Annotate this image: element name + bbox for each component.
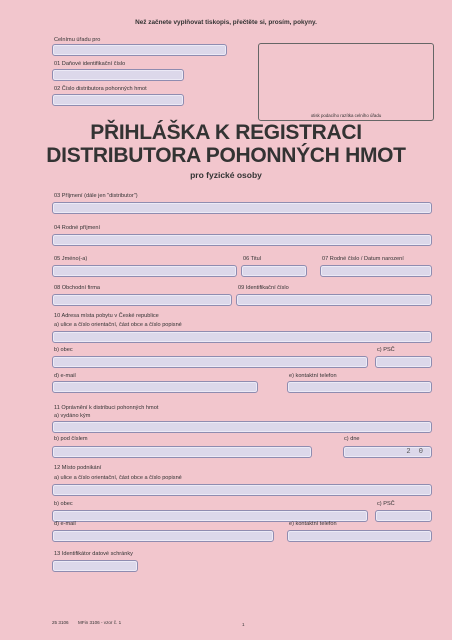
business-phone-field[interactable] xyxy=(287,530,432,542)
residence-city-label: b) obec xyxy=(54,347,73,353)
residence-city-field[interactable] xyxy=(52,356,368,368)
data-box-label: 13 Identifikátor datové schránky xyxy=(54,551,133,557)
business-street-field[interactable] xyxy=(52,484,432,496)
business-city-label: b) obec xyxy=(54,501,73,507)
first-name-label: 05 Jméno(-a) xyxy=(54,256,88,262)
birth-number-field[interactable] xyxy=(320,265,432,277)
issue-date-field[interactable] xyxy=(343,446,432,458)
issue-date-label: c) dne xyxy=(344,436,360,442)
business-phone-label: e) kontaktní telefon xyxy=(289,521,337,527)
title-label: 06 Titul xyxy=(243,256,262,262)
business-place-heading: 12 Místo podnikání xyxy=(54,465,102,471)
business-street-label: a) ulice a číslo orientační, část obce a číslo popisné xyxy=(54,475,182,481)
surname-field[interactable] xyxy=(52,202,432,214)
residence-phone-field[interactable] xyxy=(287,381,432,393)
business-zip-label: c) PSČ xyxy=(377,501,395,507)
residence-zip-label: c) PSČ xyxy=(377,347,395,353)
title-field[interactable] xyxy=(241,265,307,277)
page-number: 1 xyxy=(242,622,245,627)
residence-phone-label: e) kontaktní telefon xyxy=(289,373,337,379)
residence-address-heading: 10 Adresa místa pobytu v České republice xyxy=(54,313,159,319)
instructions-note: Než začnete vyplňovat tiskopis, přečtěte si, prosím, pokyny. xyxy=(135,19,317,26)
business-zip-field[interactable] xyxy=(375,510,432,522)
tax-id-label: 01 Daňové identifikační číslo xyxy=(54,61,126,67)
surname-label: 03 Příjmení (dále jen "distributor") xyxy=(54,193,138,199)
form-title-line2: DISTRIBUTORA POHONNÝCH HMOT xyxy=(46,144,406,167)
authorization-number-field[interactable] xyxy=(52,446,312,458)
issue-date-value: 2 0 xyxy=(406,448,425,456)
distributor-number-label: 02 Číslo distributora pohonných hmot xyxy=(54,86,147,92)
authorization-heading: 11 Oprávnění k distribuci pohonných hmot xyxy=(54,405,159,411)
birth-surname-field[interactable] xyxy=(52,234,432,246)
business-name-label: 08 Obchodní firma xyxy=(54,285,101,291)
residence-street-label: a) ulice a číslo orientační, část obce a číslo popisné xyxy=(54,322,182,328)
tax-id-field[interactable] xyxy=(52,69,184,81)
form-subtitle: pro fyzické osoby xyxy=(190,170,262,180)
birth-number-label: 07 Rodné číslo / Datum narození xyxy=(322,256,404,262)
business-email-field[interactable] xyxy=(52,530,274,542)
stamp-label: otisk podacího razítka celního úřadu xyxy=(310,113,382,118)
distributor-number-field[interactable] xyxy=(52,94,184,106)
residence-email-label: d) e-mail xyxy=(54,373,76,379)
residence-email-field[interactable] xyxy=(52,381,258,393)
data-box-field[interactable] xyxy=(52,560,138,572)
residence-street-field[interactable] xyxy=(52,331,432,343)
footer-code: 25 3106 xyxy=(52,620,69,625)
business-email-label: d) e-mail xyxy=(54,521,76,527)
business-name-field[interactable] xyxy=(52,294,232,306)
customs-office-label: Celnímu úřadu pro xyxy=(54,37,101,43)
residence-zip-field[interactable] xyxy=(375,356,432,368)
id-number-label: 09 Identifikační číslo xyxy=(238,285,289,291)
issued-by-field[interactable] xyxy=(52,421,432,433)
customs-office-field[interactable] xyxy=(52,44,227,56)
form-title-line1: PŘIHLÁŠKA K REGISTRACI xyxy=(90,121,362,144)
stamp-box xyxy=(258,43,434,121)
birth-surname-label: 04 Rodné příjmení xyxy=(54,225,101,231)
footer-form-id: MFin 3106 - vzor č. 1 xyxy=(78,620,122,625)
issued-by-label: a) vydáno kým xyxy=(54,413,91,419)
id-number-field[interactable] xyxy=(236,294,432,306)
authorization-number-label: b) pod číslem xyxy=(54,436,88,442)
first-name-field[interactable] xyxy=(52,265,237,277)
